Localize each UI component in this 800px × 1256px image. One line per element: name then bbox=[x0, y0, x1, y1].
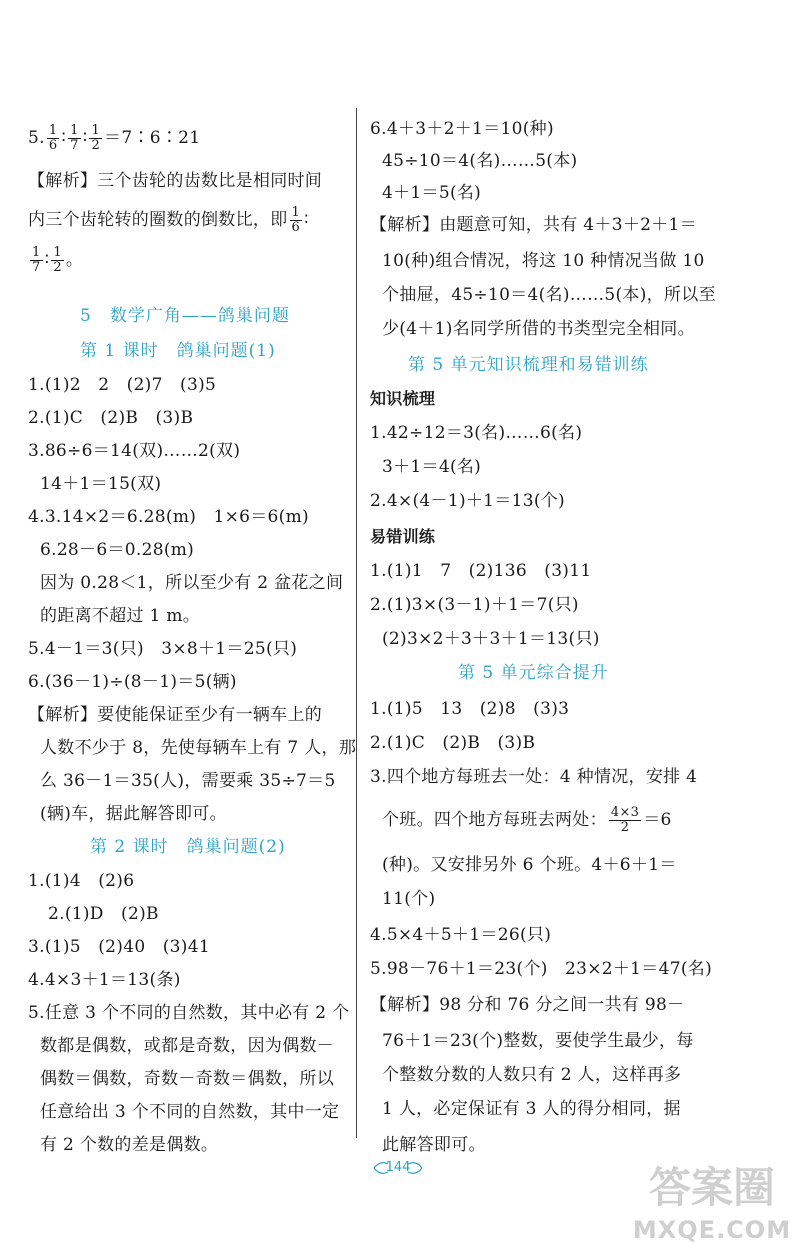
q5-prefix: 5. bbox=[28, 128, 45, 148]
frac-den: 6 bbox=[48, 138, 58, 153]
l2-q5c: 偶数＝偶数，奇数－奇数＝偶数，所以 bbox=[40, 1069, 335, 1089]
period: 。 bbox=[65, 250, 84, 270]
l2-q5b: 数都是偶数，或都是奇数，因为偶数－ bbox=[40, 1036, 335, 1056]
q5-explanation-line3 bbox=[28, 246, 83, 275]
watermark-bottom: MXQE.COM bbox=[632, 1216, 792, 1244]
r-c5-expl1 bbox=[370, 994, 684, 1016]
r-e2a: 2.(1)3×(3－1)＋1＝7(只) bbox=[370, 595, 579, 615]
unit-title: 5 数学广角——鸽巢问题 bbox=[80, 306, 290, 326]
subheading-knowledge: 知识梳理 bbox=[370, 389, 436, 408]
r-c3b bbox=[382, 806, 672, 835]
ratio-sep: ∶ bbox=[82, 128, 88, 148]
l1-q5: 5.4－1＝3(只) 3×8＋1＝25(只) bbox=[28, 639, 298, 659]
r-c4: 4.5×4＋5＋1＝26(只) bbox=[370, 925, 552, 945]
fraction bbox=[89, 124, 102, 153]
expl-text: 三个齿轮的齿数比是相同时间 bbox=[97, 171, 323, 191]
l1-q6-expl2: 人数不少于 8，先使每辆车上有 7 人，那 bbox=[40, 738, 357, 758]
ratio-sep: ∶ bbox=[61, 128, 67, 148]
expl-text: 要使能保证至少有一辆车上的 bbox=[97, 705, 323, 725]
frac-num: 1 bbox=[48, 123, 58, 138]
q5-explanation-line1 bbox=[28, 170, 322, 192]
frac-num: 1 bbox=[291, 205, 301, 220]
fraction bbox=[68, 124, 81, 153]
c3b-text: 个班。四个地方每班去两处： bbox=[382, 810, 607, 830]
r-c3c: (种)。又安排另外 6 个班。4＋6＋1＝ bbox=[382, 855, 677, 875]
frac-num: 1 bbox=[53, 245, 62, 260]
r-q6-expl2: 10(种)组合情况，将这 10 种情况当做 10 bbox=[382, 251, 705, 271]
l2-q4: 4.4×3＋1＝13(条) bbox=[28, 970, 181, 990]
column-divider bbox=[356, 108, 357, 1138]
r-c5-expl2: 76＋1＝23(个)整数，要使学生最少，每 bbox=[382, 1031, 694, 1051]
l2-q2: 2.(1)D (2)B bbox=[48, 904, 159, 924]
r-q6b: 45÷10＝4(名)……5(本) bbox=[382, 151, 578, 171]
lesson1-title: 第 1 课时 鸽巢问题(1) bbox=[80, 341, 276, 361]
fraction bbox=[290, 206, 303, 235]
frac-den: 2 bbox=[53, 260, 62, 275]
lesson2-title: 第 2 课时 鸽巢问题(2) bbox=[90, 837, 286, 857]
r-c2: 2.(1)C (2)B (3)B bbox=[370, 733, 536, 753]
l2-q5d: 任意给出 3 个不同的自然数，其中一定 bbox=[40, 1102, 340, 1122]
l1-q1: 1.(1)2 2 (2)7 (3)5 bbox=[28, 375, 217, 395]
frac-den: 2 bbox=[620, 820, 630, 835]
l1-q6-expl1 bbox=[28, 704, 322, 726]
frac-num: 1 bbox=[70, 123, 79, 138]
frac-num: 1 bbox=[32, 245, 41, 260]
explanation-label: 【解析】 bbox=[370, 215, 440, 235]
l2-q3: 3.(1)5 (2)40 (3)41 bbox=[28, 937, 210, 957]
r-c1: 1.(1)5 13 (2)8 (3)3 bbox=[370, 699, 570, 719]
subheading-errors: 易错训练 bbox=[370, 527, 436, 546]
l2-q1: 1.(1)4 (2)6 bbox=[28, 871, 135, 891]
page-number bbox=[376, 1158, 420, 1178]
frac-num: 4×3 bbox=[610, 805, 640, 820]
watermark-top: 答案圈 bbox=[648, 1163, 775, 1212]
l1-q3b: 14＋1＝15(双) bbox=[40, 474, 162, 494]
r-c3a: 3.四个地方每班去一处：4 种情况，安排 4 bbox=[370, 767, 698, 787]
comprehensive-title: 第 5 单元综合提升 bbox=[458, 663, 609, 683]
r-q6c: 4＋1＝5(名) bbox=[382, 183, 482, 203]
page-number-text: 144 bbox=[385, 1160, 411, 1175]
watermark bbox=[632, 1160, 792, 1250]
l1-q2: 2.(1)C (2)B (3)B bbox=[28, 408, 194, 428]
frac-num: 1 bbox=[91, 123, 101, 138]
c3b-result: ＝6 bbox=[643, 810, 672, 830]
q5-answer bbox=[28, 124, 200, 153]
frac-den: 7 bbox=[32, 260, 41, 275]
r-q6-expl3: 个抽屉，45÷10＝4(名)……5(本)，所以至 bbox=[382, 285, 716, 305]
r-q6-expl1 bbox=[370, 214, 697, 236]
explanation-label: 【解析】 bbox=[28, 705, 98, 725]
fraction bbox=[51, 246, 64, 275]
l1-q4b: 6.28－6＝0.28(m) bbox=[40, 540, 195, 560]
l2-q5e: 有 2 个数的差是偶数。 bbox=[40, 1135, 219, 1155]
r-e1: 1.(1)1 7 (2)136 (3)11 bbox=[370, 561, 592, 581]
r-e2b: (2)3×2＋3＋3＋1＝13(只) bbox=[382, 629, 600, 649]
expl-text: 98 分和 76 分之间一共有 98－ bbox=[439, 995, 685, 1015]
r-q6a: 6.4＋3＋2＋1＝10(种) bbox=[370, 119, 554, 139]
fraction bbox=[47, 124, 60, 153]
l1-q4d: 的距离不超过 1 m。 bbox=[40, 606, 201, 626]
r-c5-expl5: 此解答即可。 bbox=[382, 1135, 486, 1155]
expl-text: 内三个齿轮转的圈数的倒数比，即 bbox=[28, 210, 288, 230]
l2-q5a: 5.任意 3 个不同的自然数，其中必有 2 个 bbox=[28, 1003, 350, 1023]
frac-den: 7 bbox=[70, 138, 79, 153]
fraction bbox=[30, 246, 43, 275]
l1-q6-expl4: (辆)车，据此解答即可。 bbox=[40, 804, 227, 824]
review-title: 第 5 单元知识梳理和易错训练 bbox=[408, 355, 649, 375]
r-c3d: 11(个) bbox=[382, 889, 436, 909]
fraction bbox=[609, 806, 641, 835]
r-k1b: 3＋1＝4(名) bbox=[382, 457, 482, 477]
explanation-label: 【解析】 bbox=[28, 171, 98, 191]
r-c5-expl4: 1 人，必定保证有 3 人的得分相同，据 bbox=[382, 1099, 681, 1119]
r-c5: 5.98－76＋1＝23(个) 23×2＋1＝47(名) bbox=[370, 959, 712, 979]
r-q6-expl4: 少(4＋1)名同学所借的书类型完全相同。 bbox=[382, 319, 695, 339]
l1-q4c: 因为 0.28＜1，所以至少有 2 盆花之间 bbox=[40, 573, 344, 593]
r-k2: 2.4×(4－1)＋1＝13(个) bbox=[370, 491, 565, 511]
l1-q6-expl3: 么 36－1＝35(人)，需要乘 35÷7＝5 bbox=[40, 771, 336, 791]
l1-q6: 6.(36－1)÷(8－1)＝5(辆) bbox=[28, 672, 237, 692]
frac-den: 2 bbox=[91, 138, 101, 153]
ratio-sep: ∶ bbox=[44, 250, 50, 270]
r-k1a: 1.42÷12＝3(名)……6(名) bbox=[370, 423, 583, 443]
l1-q3a: 3.86÷6＝14(双)……2(双) bbox=[28, 441, 241, 461]
r-c5-expl3: 个整数分数的人数只有 2 人，这样再多 bbox=[382, 1065, 682, 1085]
frac-den: 6 bbox=[291, 220, 301, 235]
explanation-label: 【解析】 bbox=[370, 995, 440, 1015]
q5-result: ＝7∶6∶21 bbox=[104, 128, 201, 148]
q5-explanation-line2 bbox=[28, 206, 309, 235]
l1-q4a: 4.3.14×2＝6.28(m) 1×6＝6(m) bbox=[28, 507, 309, 527]
expl-text: 由题意可知，共有 4＋3＋2＋1＝ bbox=[439, 215, 697, 235]
ratio-sep: ∶ bbox=[304, 210, 309, 230]
